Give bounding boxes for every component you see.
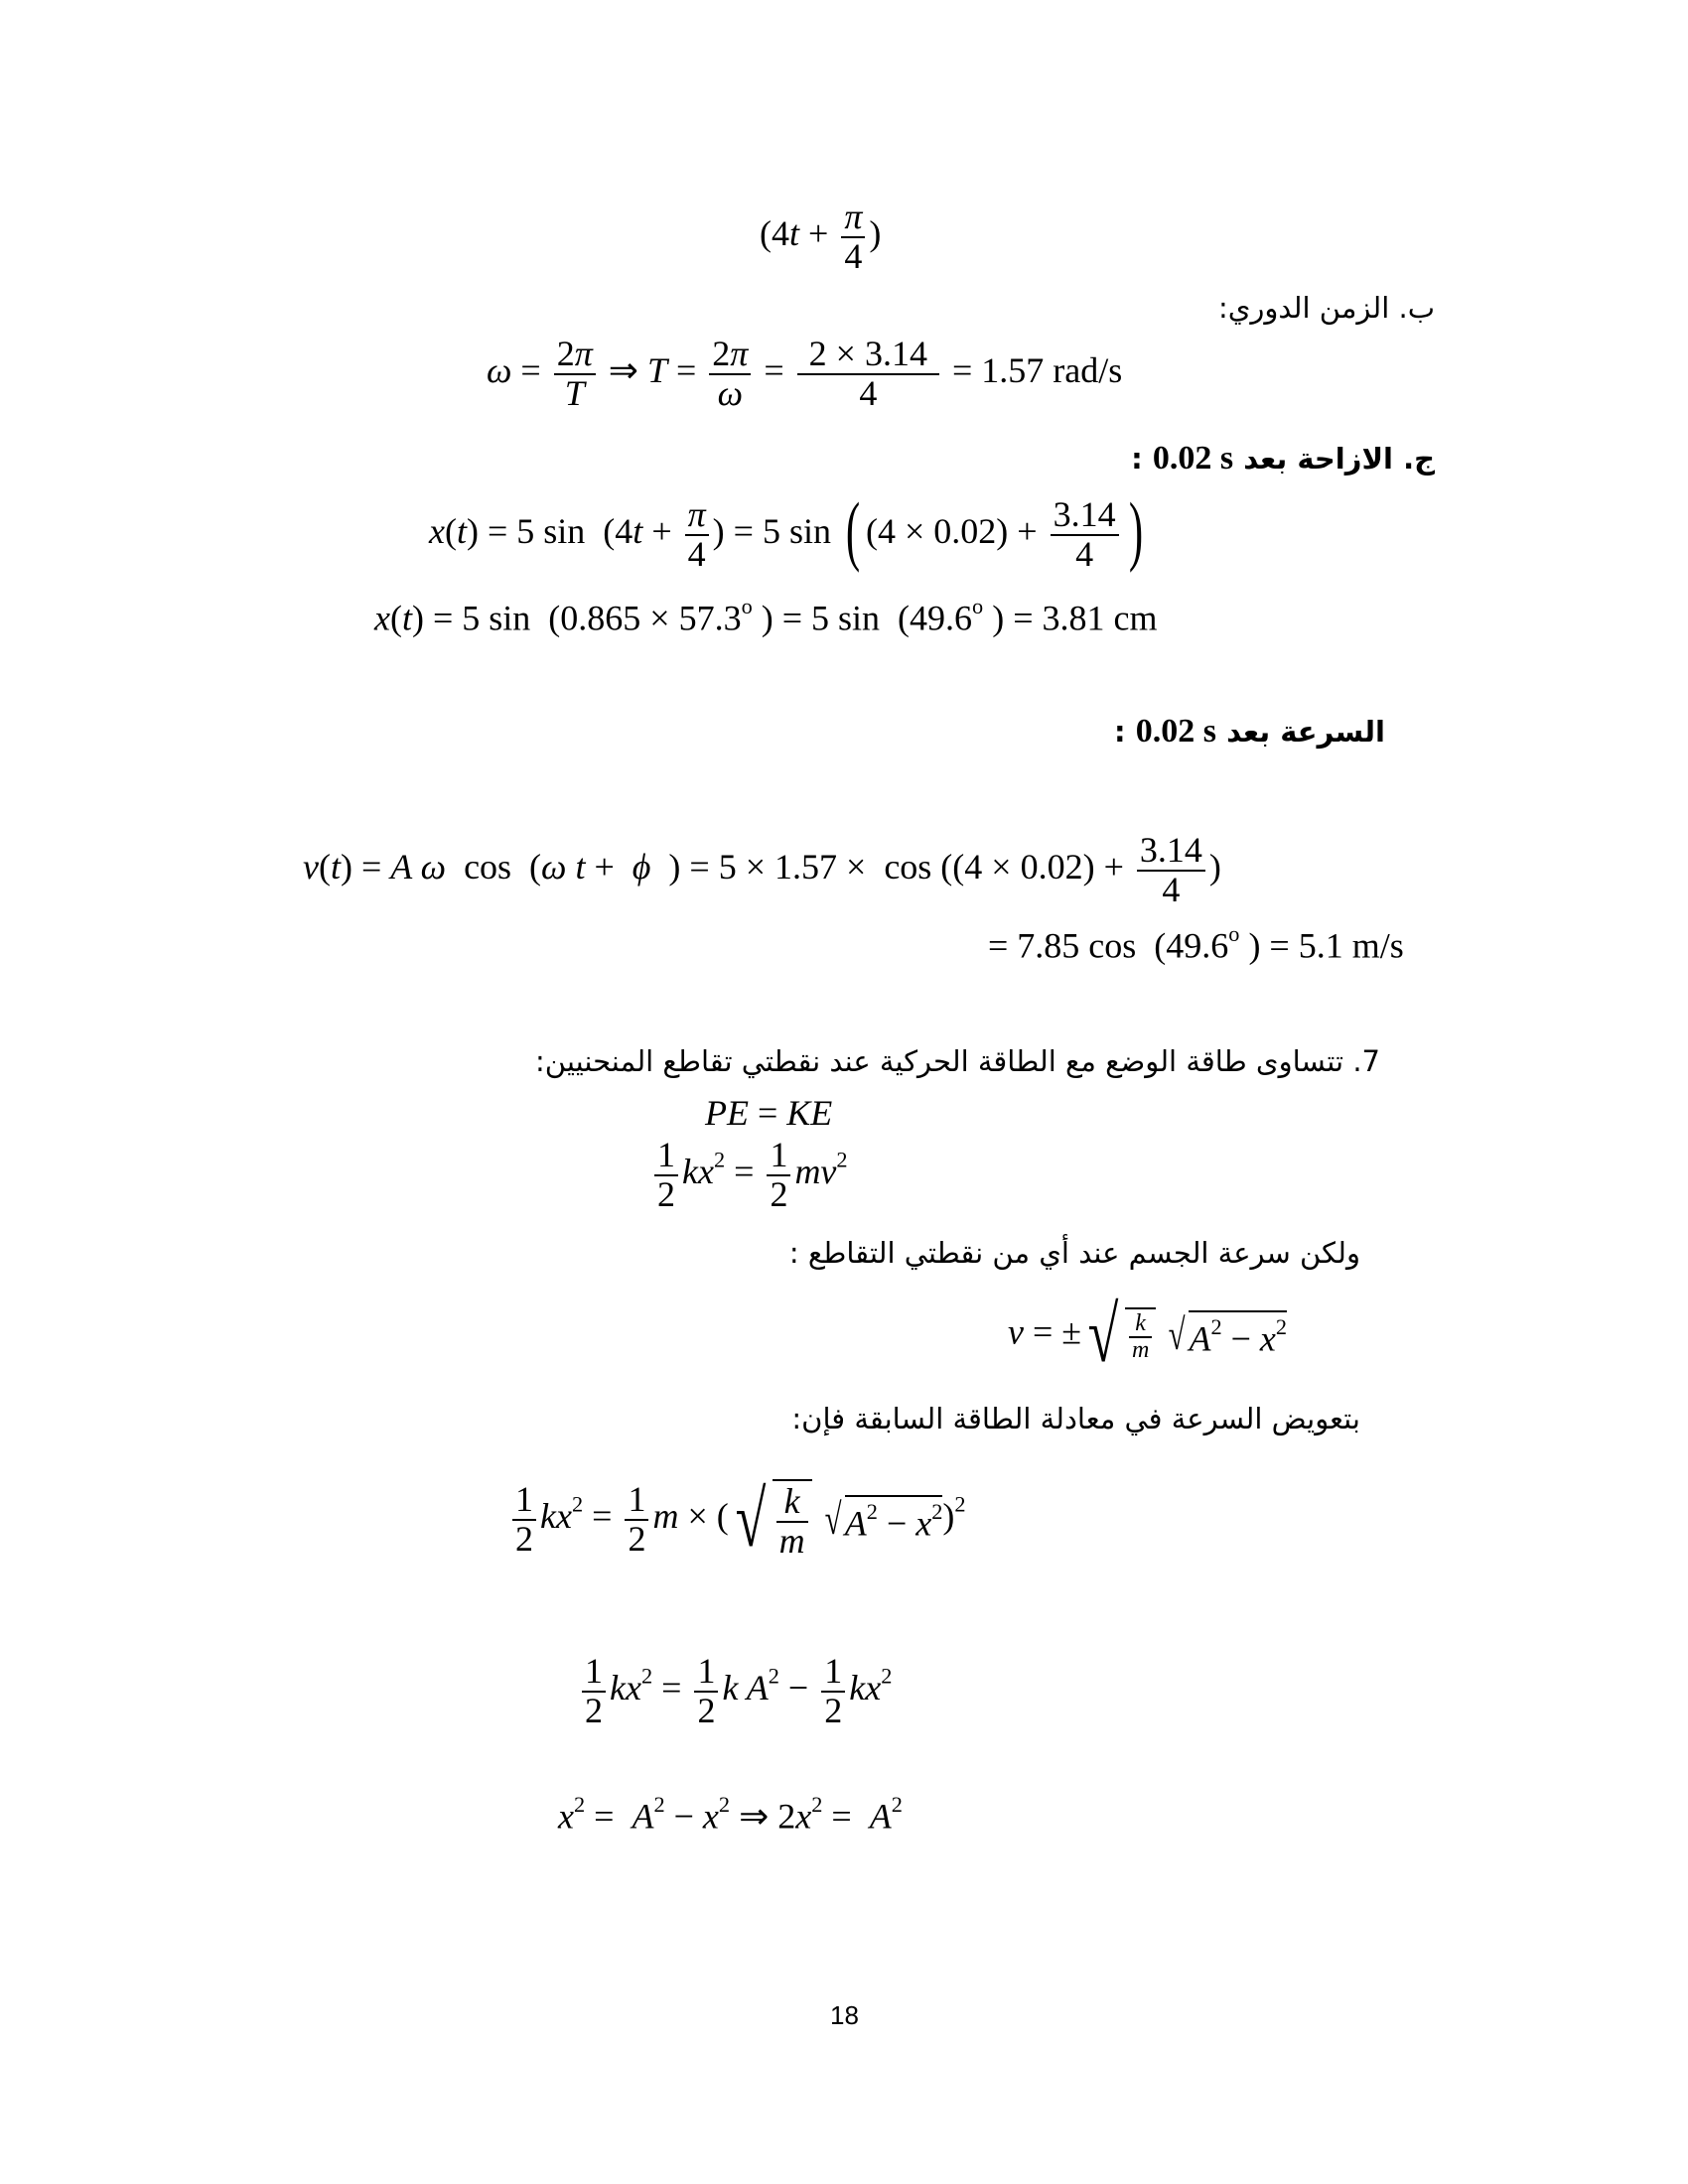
equation-displacement-2: x(t) = 5 $\sin (0.865 \times 57.3^o$ ) = 5 sin (49.6$^o$ ) = 3.81 cm (374, 594, 1158, 638)
heading-velocity-time: 0.02 s (1135, 713, 1216, 750)
equation-phase-fragment: (4t + $\frac{\pi}{4}$ ) (760, 197, 882, 276)
equation-final: $x^2 = A^2 - x^2$ ⇒ $2x^2 = A^2$ (558, 1792, 903, 1837)
heading-velocity-colon: : (1114, 715, 1126, 749)
equation-expanded: $\frac{1}{2}$ $kx^2$ = $\frac{1}{2}$ k $A^2$ − $\frac{1}{2}$ $kx^2$ (578, 1653, 892, 1730)
equation-velocity-2: = 7.85 cos (49.6$^o$ ) = 5.1 m/s (988, 921, 1404, 966)
heading-displacement-label: ج. الازاحة بعد (1243, 442, 1435, 476)
heading-displacement-time: 0.02 s (1152, 440, 1234, 477)
text-substitution: بتعويض السرعة في معادلة الطاقة السابقة فإن: (791, 1402, 1360, 1435)
equation-energy-equal: $\frac{1}{2}$ $kx^2$ = $\frac{1}{2}$ $mv^2$ (650, 1137, 848, 1214)
heading-displacement-colon: : (1131, 442, 1143, 476)
equation-substituted: $\frac{1}{2}$ $kx^2$ = $\frac{1}{2}$ m × (√ $\frac{k}{m}$ √ $A^2 - x^2)^2$ (508, 1479, 966, 1561)
equation-velocity-1: v(t) = A ω cos (ω t + ϕ ) = 5 × 1.57 × cos ((4 × 0.02) + $\frac{3.14}{4}$ ) (303, 830, 1221, 909)
equation-pe-equals-ke: PE = KE (705, 1093, 833, 1133)
heading-displacement (1131, 440, 1435, 478)
equation-displacement-1: x(t) = 5 sin (4t + $\frac{\pi}{4}$ ) = 5 sin ( (4 × 0.02) + $\frac{3.14}{4}$ ) (429, 485, 1143, 574)
heading-velocity-label: السرعة بعد (1226, 715, 1385, 749)
heading-velocity (1114, 713, 1385, 751)
equation-period: ω = $\frac{2\pi}{T}$ ⇒ T = $\frac{2\pi}{\omega}$ = $\frac{2 \times 3.14}{4}$ = 1.57 rad/s (487, 334, 1123, 413)
text-speed-at-intersections: ولكن سرعة الجسم عند أي من نقطتي التقاطع : (788, 1236, 1360, 1270)
item-7-statement: 7. تتساوى طاقة الوضع مع الطاقة الحركية عند نقطتي تقاطع المنحنيين: (534, 1044, 1380, 1078)
equation-speed-formula: v = ±√ $\frac{k}{m}$ √ $A^2 - x^2$ (1008, 1292, 1288, 1379)
page-number: 18 (830, 2000, 859, 2030)
heading-period: ب. الزمن الدوري: (1217, 291, 1435, 325)
